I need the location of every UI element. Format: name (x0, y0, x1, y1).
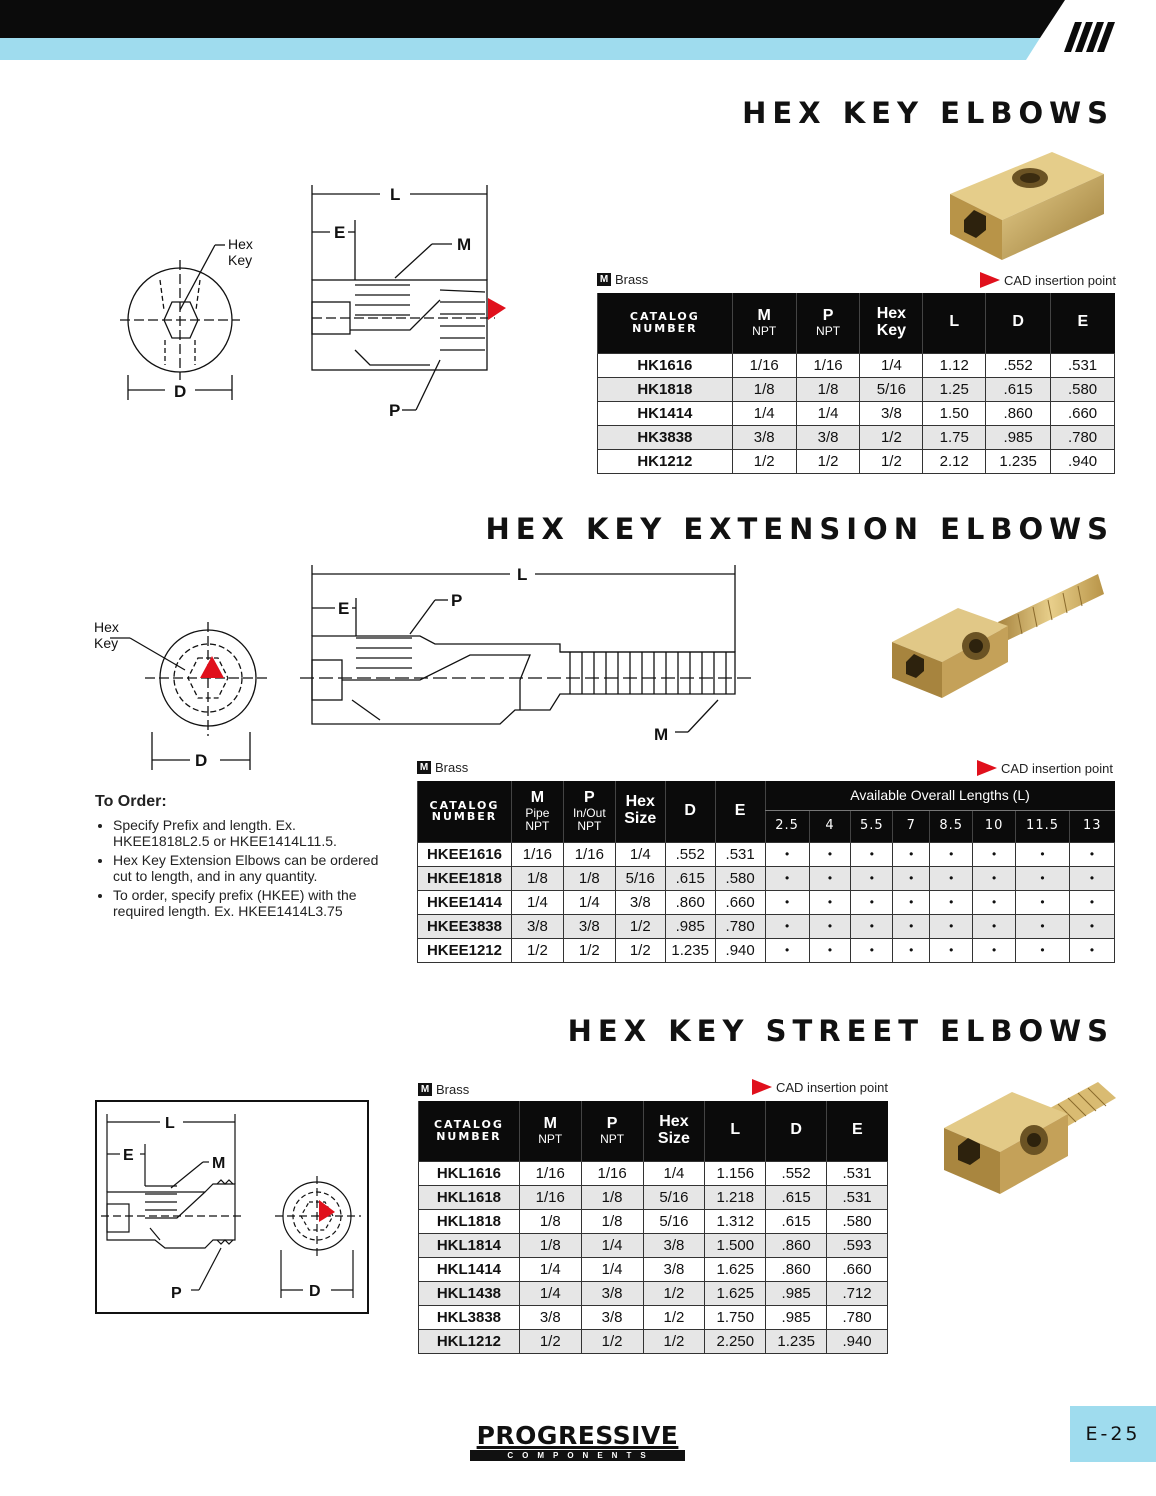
table-row (419, 1305, 888, 1329)
column-header: Hex Size (643, 1101, 705, 1161)
column-header: CATALOG NUMBER (598, 293, 733, 353)
table-cell: .985 (986, 425, 1051, 449)
availability-dot: • (851, 842, 893, 866)
availability-dot: • (973, 914, 1016, 938)
column-header: P NPT (796, 293, 860, 353)
catalog-number-cell: HK1414 (598, 401, 733, 425)
availability-dot: • (930, 890, 973, 914)
page-number: E-25 (1070, 1406, 1156, 1462)
table-cell: 1/8 (519, 1233, 581, 1257)
table-cell: .985 (766, 1281, 827, 1305)
table-body (598, 353, 1115, 473)
table-cell: .615 (766, 1209, 827, 1233)
table-cell: 3/8 (511, 914, 563, 938)
to-order-title: To Order: (95, 793, 167, 810)
availability-dot: • (765, 842, 809, 866)
material-m-icon: M (418, 1083, 432, 1096)
table-cell: 1.625 (705, 1281, 766, 1305)
table-cell: 1/2 (519, 1329, 581, 1353)
dim-label-p: P (389, 401, 401, 420)
material-label-3: M Brass (418, 1082, 469, 1097)
table-row (419, 1185, 888, 1209)
section-title-hex-key-street-elbows: HEX KEY STREET ELBOWS (567, 1014, 1114, 1048)
table-cell: .580 (1051, 377, 1115, 401)
material-label-2: M Brass (417, 760, 468, 775)
table-cell: 1/2 (643, 1329, 705, 1353)
hex-label-line2: Key (94, 635, 119, 651)
table-cell: 1/2 (581, 1329, 643, 1353)
column-header: CATALOG NUMBER (418, 781, 512, 842)
brand-stripes-icon (1064, 22, 1115, 52)
table-cell: .615 (986, 377, 1051, 401)
table-cell: 3/8 (860, 401, 923, 425)
table-row (598, 377, 1115, 401)
table-cell: 1/2 (563, 938, 615, 962)
length-header: 2.5 (765, 810, 809, 842)
table-row (598, 353, 1115, 377)
dim-label-d: D (309, 1283, 321, 1300)
cad-insertion-icon (980, 272, 1000, 288)
table-cell: 1/4 (615, 842, 665, 866)
table-cell: 1.750 (705, 1305, 766, 1329)
table-cell: 1/4 (732, 401, 796, 425)
column-header: Hex Size (615, 781, 665, 842)
availability-dot: • (809, 866, 851, 890)
table-cell: 1/16 (796, 353, 860, 377)
dim-label-l: L (165, 1115, 175, 1132)
table-cell: 1/4 (860, 353, 923, 377)
table-cell: 1/2 (511, 938, 563, 962)
table-header-row (419, 1101, 888, 1161)
availability-dot: • (973, 842, 1016, 866)
table-row (418, 914, 1115, 938)
availability-dot: • (1016, 866, 1070, 890)
table-cell: 1/8 (581, 1209, 643, 1233)
table-cell: .712 (827, 1281, 888, 1305)
hex-label-line1: Hex (94, 619, 119, 635)
table-cell: .940 (827, 1329, 888, 1353)
table-cell: 3/8 (581, 1281, 643, 1305)
column-header: E (1051, 293, 1115, 353)
column-header: D (986, 293, 1051, 353)
table-cell: .780 (1051, 425, 1115, 449)
table-cell: 1/2 (615, 938, 665, 962)
table-cell: .940 (1051, 449, 1115, 473)
catalog-number-cell: HKEE1414 (418, 890, 512, 914)
cad-legend-2: CAD insertion point (977, 760, 1113, 776)
dim-label-l: L (390, 185, 401, 204)
hex-key-elbows-table (597, 293, 1115, 474)
table-cell: 1/2 (643, 1305, 705, 1329)
table-cell: 3/8 (563, 914, 615, 938)
column-header: D (665, 781, 715, 842)
availability-dot: • (893, 842, 930, 866)
dim-label-e: E (334, 223, 346, 242)
availability-dot: • (851, 890, 893, 914)
hex-key-street-elbow-photo (938, 1068, 1124, 1198)
table-cell: 1/8 (796, 377, 860, 401)
cad-insertion-icon (752, 1079, 772, 1095)
to-order-list (95, 817, 395, 920)
dim-label-l: L (517, 565, 528, 584)
availability-dot: • (973, 890, 1016, 914)
material-label-1: M Brass (597, 272, 648, 287)
table-cell: 5/16 (643, 1185, 705, 1209)
table-cell: .860 (665, 890, 715, 914)
table-cell: 1/4 (519, 1257, 581, 1281)
availability-dot: • (930, 866, 973, 890)
availability-dot: • (1016, 914, 1070, 938)
catalog-number-cell: HKL1438 (419, 1281, 520, 1305)
table-cell: .580 (827, 1209, 888, 1233)
table-cell: 1/4 (581, 1257, 643, 1281)
table-cell: 1.25 (923, 377, 986, 401)
dim-label-p: P (171, 1285, 182, 1302)
table-cell: 1/2 (860, 425, 923, 449)
catalog-number-cell: HKL1818 (419, 1209, 520, 1233)
catalog-number-cell: HK3838 (598, 425, 733, 449)
table-cell: 1/8 (732, 377, 796, 401)
section-title-hex-key-extension-elbows: HEX KEY EXTENSION ELBOWS (485, 512, 1114, 546)
availability-dot: • (1069, 914, 1114, 938)
dim-label-m: M (212, 1155, 226, 1172)
hex-label-line2: Key (228, 252, 253, 268)
dim-label-d: D (174, 382, 187, 401)
table-cell: 1.235 (665, 938, 715, 962)
column-header: CATALOG NUMBER (419, 1101, 520, 1161)
table-header-row (598, 293, 1115, 353)
availability-dot: • (809, 914, 851, 938)
to-order-notes (95, 793, 395, 923)
table-cell: .615 (766, 1185, 827, 1209)
catalog-number-cell: HKL1616 (419, 1161, 520, 1185)
table-row (418, 890, 1115, 914)
table-cell: .552 (665, 842, 715, 866)
table-cell: 1/4 (511, 890, 563, 914)
section-title-hex-key-elbows: HEX KEY ELBOWS (742, 96, 1114, 130)
table-row (598, 401, 1115, 425)
catalog-number-cell: HKL3838 (419, 1305, 520, 1329)
table-row (419, 1161, 888, 1185)
table-cell: 1/2 (860, 449, 923, 473)
table-cell: 1/16 (581, 1161, 643, 1185)
table-cell: 3/8 (615, 890, 665, 914)
length-header: 11.5 (1016, 810, 1070, 842)
order-note: • Specify Prefix and length. Ex. HKEE1818L2.5 or HKEE1414L11.5. (113, 817, 395, 849)
table-cell: 1.625 (705, 1257, 766, 1281)
table-cell: .985 (665, 914, 715, 938)
table-cell: 1.50 (923, 401, 986, 425)
length-header: 8.5 (930, 810, 973, 842)
table-cell: 1/4 (643, 1161, 705, 1185)
table-cell: 1/4 (519, 1281, 581, 1305)
availability-dot: • (893, 866, 930, 890)
table-cell: 1/16 (511, 842, 563, 866)
table-cell: 1/16 (519, 1185, 581, 1209)
table-cell: 1/2 (796, 449, 860, 473)
table-cell: .660 (827, 1257, 888, 1281)
availability-dot: • (809, 842, 851, 866)
availability-dot: • (930, 938, 973, 962)
availability-dot: • (1016, 842, 1070, 866)
availability-dot: • (893, 938, 930, 962)
table-header-row (418, 781, 1115, 810)
table-cell: .531 (715, 842, 765, 866)
table-row (418, 866, 1115, 890)
availability-dot: • (893, 890, 930, 914)
length-header: 4 (809, 810, 851, 842)
availability-dot: • (1069, 866, 1114, 890)
table-cell: .531 (827, 1185, 888, 1209)
table-cell: 2.12 (923, 449, 986, 473)
table-cell: .660 (1051, 401, 1115, 425)
availability-dot: • (809, 938, 851, 962)
availability-dot: • (930, 914, 973, 938)
table-cell: .780 (715, 914, 765, 938)
catalog-number-cell: HKL1814 (419, 1233, 520, 1257)
availability-dot: • (973, 866, 1016, 890)
progressive-components-logo: PROGRESSIVE COMPONENTS (470, 1424, 685, 1461)
table-cell: 1.500 (705, 1233, 766, 1257)
table-cell: 5/16 (860, 377, 923, 401)
table-cell: 3/8 (643, 1233, 705, 1257)
length-header: 10 (973, 810, 1016, 842)
cad-legend-1: CAD insertion point (980, 272, 1116, 288)
catalog-number-cell: HKL1414 (419, 1257, 520, 1281)
table-cell: 1/4 (563, 890, 615, 914)
table-row (419, 1209, 888, 1233)
table-row (419, 1257, 888, 1281)
table-cell: 5/16 (643, 1209, 705, 1233)
availability-dot: • (893, 914, 930, 938)
table-cell: 1/2 (732, 449, 796, 473)
cad-legend-3: CAD insertion point (752, 1079, 888, 1095)
column-header: M NPT (732, 293, 796, 353)
table-cell: 1/8 (581, 1185, 643, 1209)
material-m-icon: M (417, 761, 431, 774)
hex-key-extension-elbows-table (417, 781, 1115, 963)
column-header: L (923, 293, 986, 353)
hex-key-street-elbow-drawing (95, 1100, 369, 1316)
dim-label-m: M (654, 725, 669, 744)
catalog-number-cell: HK1818 (598, 377, 733, 401)
table-cell: 1.235 (986, 449, 1051, 473)
table-row (598, 449, 1115, 473)
availability-dot: • (851, 938, 893, 962)
column-header: L (705, 1101, 766, 1161)
table-cell: .531 (1051, 353, 1115, 377)
table-cell: .860 (986, 401, 1051, 425)
dim-label-e: E (123, 1147, 134, 1164)
table-cell: 1/16 (732, 353, 796, 377)
order-note: • Hex Key Extension Elbows can be ordered cut to length, and in any quantity. (113, 852, 395, 884)
column-header: P In/Out NPT (563, 781, 615, 842)
catalog-number-cell: HKEE1212 (418, 938, 512, 962)
availability-dot: • (1069, 842, 1114, 866)
table-cell: 1.75 (923, 425, 986, 449)
availability-dot: • (973, 938, 1016, 962)
table-cell: .531 (827, 1161, 888, 1185)
hex-key-street-elbows-table (418, 1101, 888, 1354)
availability-dot: • (765, 890, 809, 914)
order-note: • To order, specify prefix (HKEE) with the required length. Ex. HKEE1414L3.75 (113, 887, 395, 919)
catalog-number-cell: HKL1212 (419, 1329, 520, 1353)
table-cell: .860 (766, 1233, 827, 1257)
table-cell: .580 (715, 866, 765, 890)
table-row (418, 842, 1115, 866)
dim-label-p: P (451, 591, 463, 610)
availability-dot: • (809, 890, 851, 914)
table-row (419, 1281, 888, 1305)
column-header: M NPT (519, 1101, 581, 1161)
availability-dot: • (1069, 890, 1114, 914)
hex-key-extension-elbow-photo (888, 564, 1108, 704)
availability-dot: • (1069, 938, 1114, 962)
availability-dot: • (851, 866, 893, 890)
dim-label-e: E (338, 599, 350, 618)
catalog-number-cell: HK1212 (598, 449, 733, 473)
table-cell: .552 (986, 353, 1051, 377)
catalog-number-cell: HKEE1616 (418, 842, 512, 866)
column-header: D (766, 1101, 827, 1161)
table-cell: 3/8 (732, 425, 796, 449)
availability-dot: • (1016, 938, 1070, 962)
table-cell: 1/8 (519, 1209, 581, 1233)
dim-label-m: M (457, 235, 472, 254)
table-cell: .615 (665, 866, 715, 890)
lengths-group-header: Available Overall Lengths (L) (765, 781, 1114, 810)
table-cell: .593 (827, 1233, 888, 1257)
table-cell: 3/8 (519, 1305, 581, 1329)
table-cell: .552 (766, 1161, 827, 1185)
table-cell: 1/8 (563, 866, 615, 890)
table-cell: 1.12 (923, 353, 986, 377)
catalog-number-cell: HKEE1818 (418, 866, 512, 890)
table-cell: .780 (827, 1305, 888, 1329)
catalog-number-cell: HKEE3838 (418, 914, 512, 938)
hex-key-elbow-photo (942, 144, 1112, 262)
column-header: P NPT (581, 1101, 643, 1161)
availability-dot: • (765, 914, 809, 938)
table-cell: 3/8 (581, 1305, 643, 1329)
table-cell: 1/4 (796, 401, 860, 425)
hex-key-elbow-drawing (110, 180, 520, 420)
column-header: Hex Key (860, 293, 923, 353)
length-header: 7 (893, 810, 930, 842)
availability-dot: • (1016, 890, 1070, 914)
table-cell: 3/8 (796, 425, 860, 449)
table-cell: .940 (715, 938, 765, 962)
table-cell: .860 (766, 1257, 827, 1281)
catalog-number-cell: HKL1618 (419, 1185, 520, 1209)
cad-insertion-icon (977, 760, 997, 776)
table-cell: 5/16 (615, 866, 665, 890)
table-cell: 1/8 (511, 866, 563, 890)
table-cell: .985 (766, 1305, 827, 1329)
catalog-number-cell: HK1616 (598, 353, 733, 377)
dim-label-d: D (195, 751, 208, 770)
table-cell: 3/8 (643, 1257, 705, 1281)
length-header: 13 (1069, 810, 1114, 842)
table-cell: 1/4 (581, 1233, 643, 1257)
table-cell: 1/16 (519, 1161, 581, 1185)
table-body (418, 842, 1115, 962)
top-banner (0, 0, 1156, 62)
length-header: 5.5 (851, 810, 893, 842)
column-header: E (715, 781, 765, 842)
hex-label-line1: Hex (228, 236, 253, 252)
table-cell: 1/2 (615, 914, 665, 938)
column-header: M Pipe NPT (511, 781, 563, 842)
table-cell: 2.250 (705, 1329, 766, 1353)
table-cell: 1.156 (705, 1161, 766, 1185)
availability-dot: • (765, 866, 809, 890)
table-cell: 1.218 (705, 1185, 766, 1209)
availability-dot: • (930, 842, 973, 866)
hex-key-extension-elbow-drawing (90, 560, 770, 780)
table-row (419, 1233, 888, 1257)
availability-dot: • (765, 938, 809, 962)
table-cell: 1.235 (766, 1329, 827, 1353)
material-m-icon: M (597, 273, 611, 286)
table-cell: 1/2 (643, 1281, 705, 1305)
availability-dot: • (851, 914, 893, 938)
table-body (419, 1161, 888, 1353)
table-row (598, 425, 1115, 449)
table-row (418, 938, 1115, 962)
table-cell: 1.312 (705, 1209, 766, 1233)
table-cell: 1/16 (563, 842, 615, 866)
table-row (419, 1329, 888, 1353)
table-cell: .660 (715, 890, 765, 914)
column-header: E (827, 1101, 888, 1161)
